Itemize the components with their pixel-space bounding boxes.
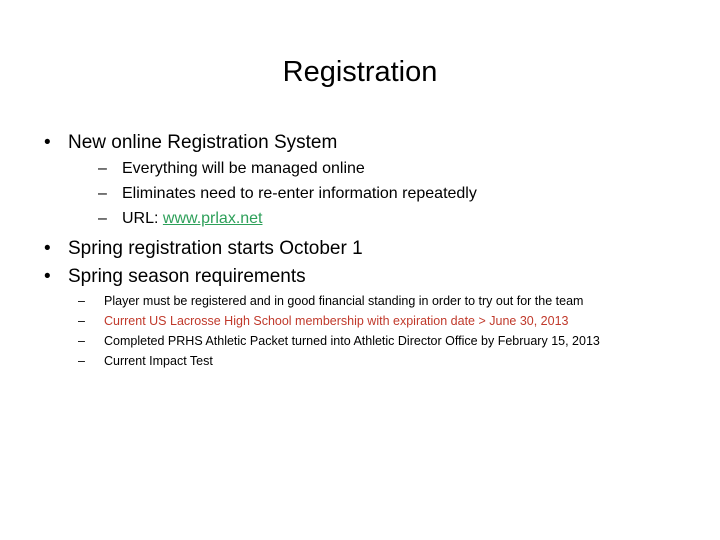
bullet-icon: • (44, 266, 51, 287)
bullet-item-spring-registration (44, 236, 363, 262)
url-label: URL: (122, 210, 163, 227)
subitem-url (98, 208, 263, 230)
dash-icon: – (98, 185, 107, 202)
dash-icon: – (78, 334, 85, 348)
requirement-text: Completed PRHS Athletic Packet turned into Athletic Director Office by February 15, 2013 (104, 334, 600, 348)
bullet-item-season-requirements (44, 264, 306, 290)
bullet-item-online-registration (44, 130, 337, 156)
dash-icon: – (78, 314, 85, 328)
slide-title: Registration (282, 56, 438, 88)
requirement-text: Current Impact Test (104, 354, 213, 368)
website-link[interactable]: www.prlax.net (162, 210, 263, 227)
requirement-registered (78, 291, 583, 311)
bullet-text: New online Registration System (68, 132, 338, 153)
requirement-impact-test (78, 351, 213, 371)
requirement-text: Player must be registered and in good financial standing in order to try out for the team (104, 294, 584, 308)
dash-icon: – (78, 354, 85, 368)
bullet-text: Spring season requirements (68, 266, 306, 287)
dash-icon: – (98, 210, 107, 227)
subitem-text: Everything will be managed online (122, 160, 365, 177)
dash-icon: – (98, 160, 107, 177)
requirement-athletic-packet (78, 331, 600, 351)
dash-icon: – (78, 294, 85, 308)
requirement-text: Current US Lacrosse High School membership with expiration date > June 30, 2013 (104, 314, 569, 328)
subitem-re-enter-info (98, 183, 477, 205)
subitem-text: Eliminates need to re-enter information repeatedly (122, 185, 477, 202)
subitem-managed-online (98, 158, 365, 180)
bullet-text: Spring registration starts October 1 (68, 238, 363, 259)
bullet-icon: • (44, 132, 51, 153)
bullet-icon: • (44, 238, 51, 259)
requirement-us-lacrosse-membership (78, 311, 569, 331)
